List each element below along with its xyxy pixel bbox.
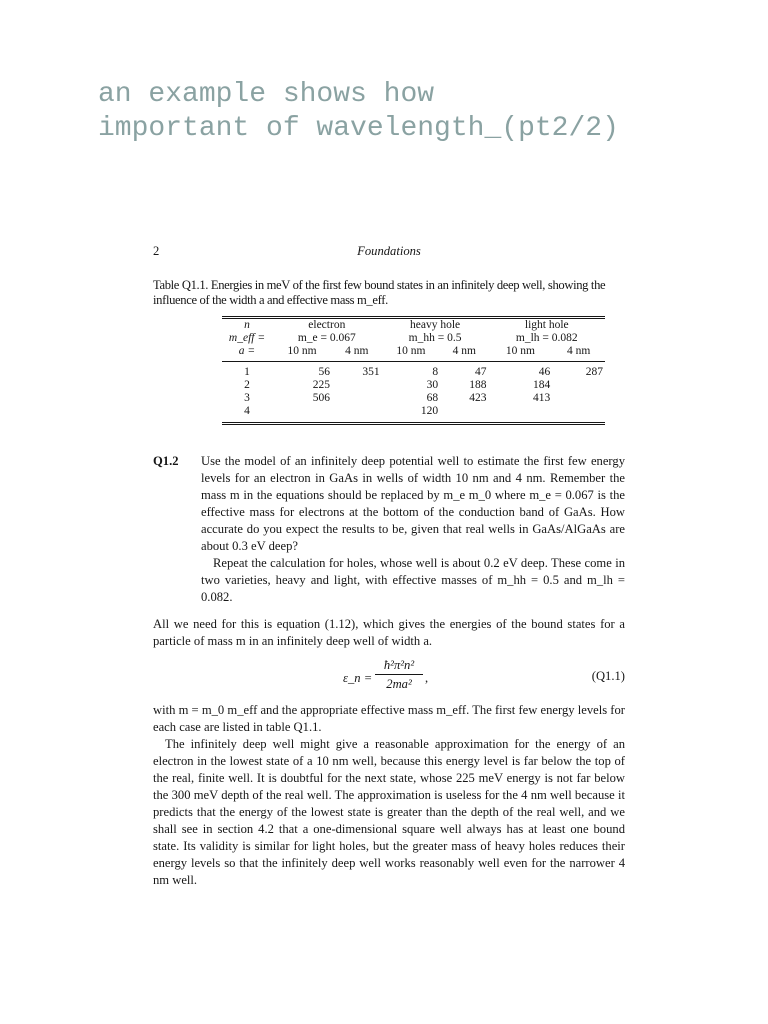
table-cell [552, 379, 605, 392]
answer-block [153, 616, 625, 889]
answer-paragraph-after-equation: with m = m_0 m_eff and the appropriate effective mass m_eff. The first few energy levels for each case are listed in table Q1.1. [153, 703, 625, 734]
table-cell: 413 [533, 392, 551, 404]
equation-numerator: ħ²π²n² [375, 656, 423, 675]
answer-paragraph-final: The infinitely deep well might give a reasonable approximation for the energy of an electron in the lowest state of a 10 nm well, because this energy level is far below the top of the real, finite well. It is doubtful for the next state, whose 225 meV energy is not far below the 300 meV depth of the real well. The approximation is useless for the 4 nm well because it predicts that the energy of the lowest state is greater than the depth of the real well, and we shall see in section 4.2 that a one-dimensional square well always has at least one bound state. Its validity is similar for light holes, but the greater mass of heavy holes reduces their energy levels so that the infinitely deep well works reasonably well even for the narrower 4 nm well. [153, 737, 625, 887]
page-number: 2 [153, 244, 160, 258]
table-cell [552, 405, 605, 424]
table-cell: 8 [432, 366, 439, 378]
table-cell [489, 405, 553, 424]
question-paragraph-2: Repeat the calculation for holes, whose well is about 0.2 eV deep. These come in two varieties, heavy and light, with effective masses of m_hh = 0.5 and m_lh = 0.082. [201, 556, 625, 604]
table-header-cell: 4 nm [440, 345, 488, 362]
running-head: Foundations [357, 244, 421, 258]
table-cell: 188 [469, 379, 487, 391]
question-block [153, 453, 625, 606]
table-header-cell: m_e = 0.067 [297, 332, 356, 344]
table-row-label: a = [222, 345, 272, 362]
table-cell: 120 [420, 405, 439, 417]
table-cell [552, 392, 605, 405]
table-row-label: 3 [244, 392, 250, 404]
table-header-cell: m_lh = 0.082 [515, 332, 578, 344]
table-cell: 423 [469, 392, 487, 404]
table-cell: 56 [318, 366, 331, 378]
table-header-cell: 4 nm [552, 345, 605, 362]
table-header-cell: 10 nm [489, 345, 553, 362]
table-row [222, 379, 605, 392]
table-header-row [222, 332, 605, 345]
table-row-label: m_eff = [228, 332, 266, 344]
table-header-cell: 10 nm [272, 345, 332, 362]
table-header-cell: 10 nm [382, 345, 441, 362]
table-cell [332, 405, 382, 424]
energy-table [222, 316, 605, 425]
table-cell: 225 [312, 379, 331, 391]
table-caption: Table Q1.1. Energies in meV of the first few bound states in an infinitely deep well, showing the influence of the width a and effective mass m_eff. [153, 278, 606, 307]
question-label: Q1.2 [153, 454, 179, 468]
equation-denominator: 2ma² [386, 677, 412, 691]
table-cell: 351 [362, 366, 380, 378]
equation-q1-1 [153, 656, 625, 698]
table-cell: 30 [426, 379, 439, 391]
table-cell: 287 [585, 366, 603, 378]
table-header-cell: light hole [524, 319, 569, 331]
table-row [222, 405, 605, 424]
table-cell [332, 392, 382, 405]
scanned-page [153, 244, 625, 889]
table-cell: 68 [426, 392, 439, 404]
table-cell [272, 405, 332, 424]
table-row-label: n [244, 319, 250, 331]
table-cell: 184 [533, 379, 551, 391]
table-row-label: 1 [244, 366, 250, 378]
question-paragraph-1: Use the model of an infinitely deep potential well to estimate the first few energy levels for an electron in GaAs in wells of width 10 nm and 4 nm. Remember the mass m in the equations should be replaced by m_e m_0 where m_e = 0.067 is the effective mass for electrons at the bottom of the conduction band of GaAs. How accurate do you expect the results to be, given that real wells in GaAs/AlGaAs are about 0.3 eV deep? [201, 454, 625, 553]
table-header-cell: electron [308, 319, 346, 331]
table-row [222, 362, 605, 380]
table-row-label: 4 [244, 405, 250, 417]
table-cell: 506 [312, 392, 331, 404]
table-header-cell: m_hh = 0.5 [408, 332, 462, 344]
table-header-cell: heavy hole [410, 319, 461, 331]
equation-label: (Q1.1) [591, 669, 625, 683]
equation-lhs: ε_n = [343, 671, 373, 685]
slide-title-line-2: important of wavelength_(pt2/2) [98, 113, 619, 144]
table-cell: 47 [475, 366, 487, 378]
table-cell: 46 [538, 366, 551, 378]
table-row [222, 392, 605, 405]
answer-intro: All we need for this is equation (1.12), which gives the energies of the bound states for a particle of mass m in an infinitely deep well of width a. [153, 617, 625, 648]
table-header-cell: 4 nm [332, 345, 382, 362]
table-cell [332, 379, 382, 392]
table-cell [440, 405, 488, 424]
slide-title-line-1: an example shows how [98, 79, 435, 110]
page-header [153, 244, 625, 262]
table-row-label: 2 [244, 379, 250, 391]
table-header-row [222, 318, 605, 333]
energy-table-body [222, 318, 605, 424]
table-header-row [222, 345, 605, 362]
equation-comma: , [425, 671, 429, 685]
slide-title [98, 78, 748, 146]
equation-fraction [375, 656, 423, 693]
